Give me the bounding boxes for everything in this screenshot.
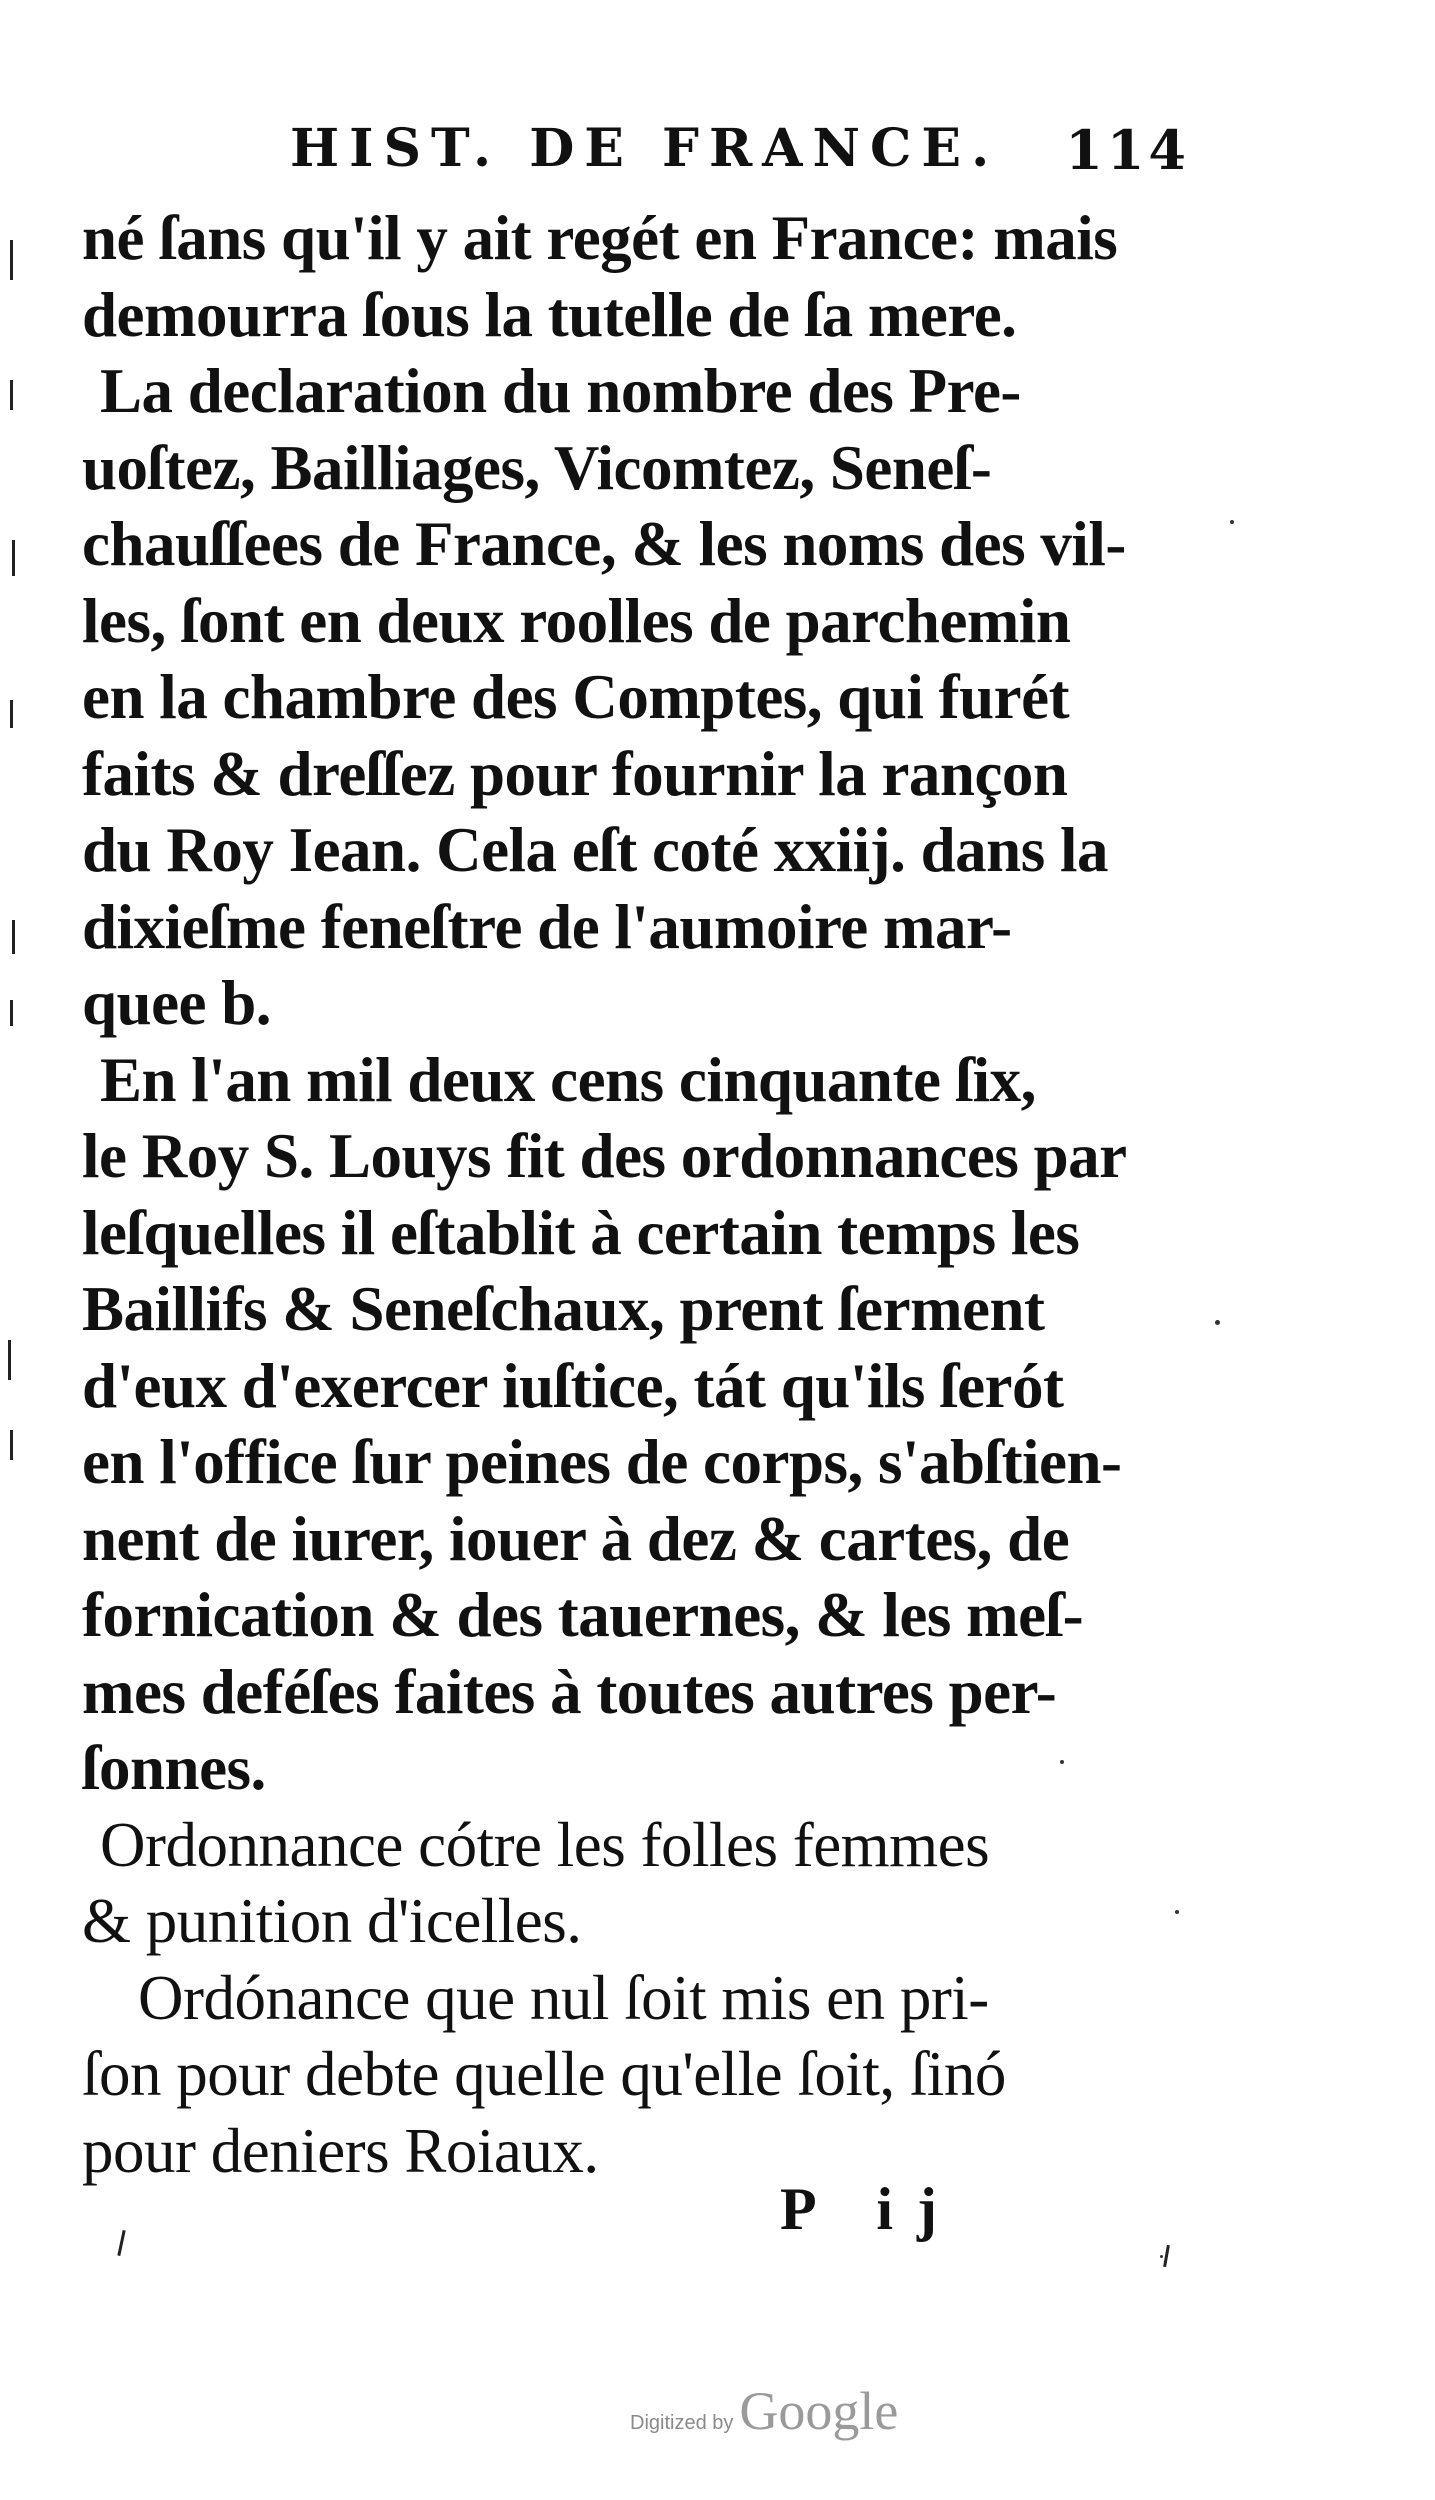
text-line: d'eux d'exercer iuſtice, tát qu'ils ſerót xyxy=(82,1350,1064,1421)
text-line: La declaration du nombre des Pre- xyxy=(100,356,1021,426)
text-line: En l'an mil deux cens cinquante ſix, xyxy=(100,1044,1036,1115)
text-line: pour deniers Roiaux. xyxy=(82,2115,599,2186)
digitized-label: Digitized by xyxy=(630,2412,734,2434)
text-line: uoſtez, Bailliages, Vicomtez, Seneſ- xyxy=(82,432,992,503)
text-line: ſon pour debte quelle qu'elle ſoit, ſinó xyxy=(82,2039,1006,2109)
text-line: le Roy S. Louys fit des ordonnances par xyxy=(82,1121,1127,1191)
text-line: mes deféſes faites à toutes autres per- xyxy=(82,1656,1057,1727)
digitized-watermark xyxy=(630,2380,898,2442)
text-line: Ordonnance cótre les folles femmes xyxy=(100,1809,990,1880)
page-number: 114 xyxy=(1065,118,1190,182)
margin-speck xyxy=(10,700,13,728)
margin-speck xyxy=(10,1000,13,1026)
text-line: faits & dreſſez pour fournir la rançon xyxy=(82,738,1068,809)
text-line: ſonnes. xyxy=(82,1733,266,1803)
body-text xyxy=(82,200,1172,2189)
margin-speck xyxy=(10,240,13,280)
margin-speck xyxy=(8,1340,11,1380)
text-line: en la chambre des Comptes, qui furét xyxy=(82,662,1070,732)
text-line: du Roy Iean. Cela eſt coté xxiij. dans la xyxy=(82,815,1108,885)
text-line: dixieſme feneſtre de l'aumoire mar- xyxy=(82,891,1012,962)
margin-speck xyxy=(12,540,15,576)
scan-speck xyxy=(1160,2255,1163,2258)
text-line: nent de iurer, iouer à dez & cartes, de xyxy=(82,1503,1070,1574)
text-line: demourra ſous la tutelle de ſa mere. xyxy=(82,279,1017,350)
margin-speck xyxy=(10,1430,13,1460)
text-line: chauſſees de France, & les noms des vil- xyxy=(82,509,1126,579)
text-line: & punition d'icelles. xyxy=(82,1886,582,1956)
scan-speck xyxy=(1230,520,1234,524)
margin-speck xyxy=(12,920,15,954)
text-line: leſquelles il eſtablit à certain temps les xyxy=(82,1197,1080,1268)
google-logo: Google xyxy=(739,2381,899,2441)
text-line: fornication & des tauernes, & les meſ- xyxy=(82,1580,1084,1650)
text-line: Baillifs & Seneſchaux, prent ſerment xyxy=(82,1274,1045,1344)
text-line: les, ſont en deux roolles de parchemin xyxy=(82,585,1071,656)
running-title: HIST. DE FRANCE. xyxy=(290,118,1000,179)
scan-speck xyxy=(1215,1320,1220,1325)
scan-speck xyxy=(1175,1910,1179,1914)
scan-speck xyxy=(1163,2245,1170,2267)
scan-speck xyxy=(117,2230,125,2256)
text-line: Ordónance que nul ſoit mis en pri- xyxy=(138,1962,989,2033)
text-line: en l'office ſur peines de corps, s'abſtien- xyxy=(82,1427,1122,1497)
text-line: né ſans qu'il y ait regét en France: mais xyxy=(82,203,1118,273)
running-head xyxy=(290,118,1210,198)
margin-speck xyxy=(10,380,13,410)
signature-mark: P ij xyxy=(780,2176,961,2242)
text-line: quee b. xyxy=(82,968,272,1038)
scan-speck xyxy=(1060,1760,1064,1764)
